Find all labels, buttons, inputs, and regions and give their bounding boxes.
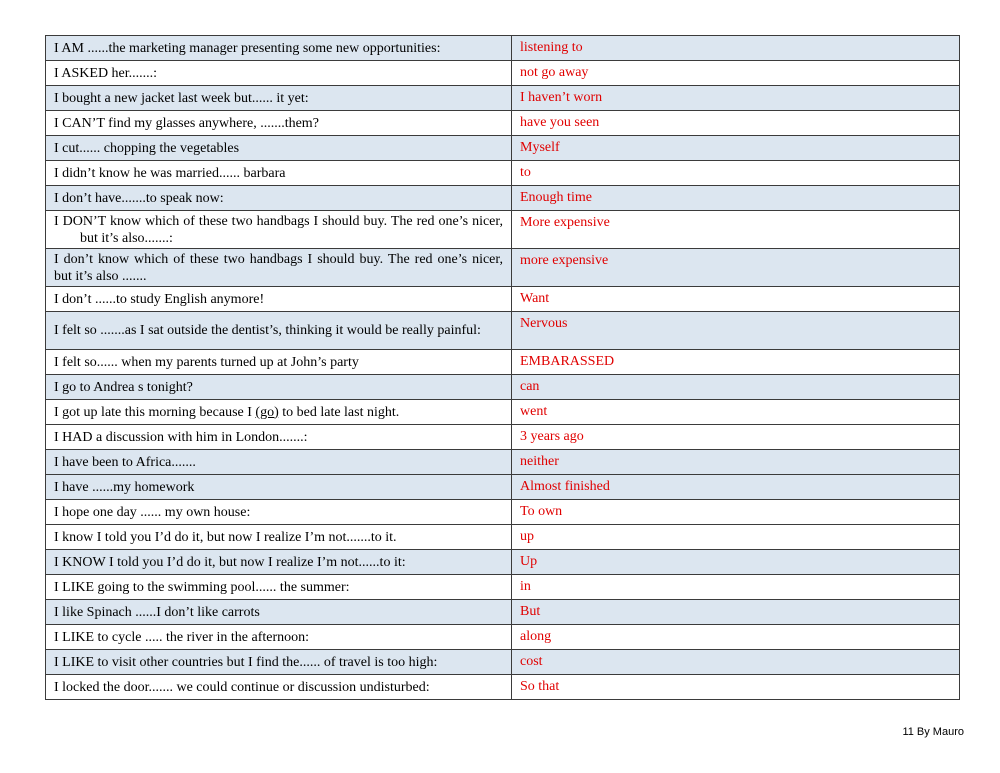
question-cell: I felt so...... when my parents turned up at John’s party — [46, 350, 512, 375]
table-row — [46, 375, 960, 400]
table-row — [46, 650, 960, 675]
table-row — [46, 161, 960, 186]
question-cell: I go to Andrea s tonight? — [46, 375, 512, 400]
answer-cell: Nervous — [512, 312, 960, 350]
table-row — [46, 400, 960, 425]
question-cell — [46, 400, 512, 425]
table-row — [46, 249, 960, 287]
table-row — [46, 500, 960, 525]
question-cell: I hope one day ...... my own house: — [46, 500, 512, 525]
question-cell: I have ......my homework — [46, 475, 512, 500]
answer-cell: I haven’t worn — [512, 86, 960, 111]
table-row — [46, 550, 960, 575]
question-cell: I have been to Africa....... — [46, 450, 512, 475]
table-row — [46, 287, 960, 312]
question-cell: I don’t have.......to speak now: — [46, 186, 512, 211]
answer-cell: along — [512, 625, 960, 650]
question-cell: I bought a new jacket last week but...... it yet: — [46, 86, 512, 111]
answer-cell: Want — [512, 287, 960, 312]
table-row — [46, 475, 960, 500]
question-cell: I LIKE going to the swimming pool...... the summer: — [46, 575, 512, 600]
table-row — [46, 675, 960, 700]
table-row — [46, 211, 960, 249]
question-cell: I didn’t know he was married...... barbara — [46, 161, 512, 186]
answer-cell: Almost finished — [512, 475, 960, 500]
answer-cell: So that — [512, 675, 960, 700]
table-row — [46, 111, 960, 136]
answer-cell: have you seen — [512, 111, 960, 136]
answer-cell: To own — [512, 500, 960, 525]
page-footer: 11 By Mauro — [902, 726, 964, 738]
question-cell: I like Spinach ......I don’t like carrots — [46, 600, 512, 625]
answer-cell: to — [512, 161, 960, 186]
answer-cell: more expensive — [512, 249, 960, 287]
answer-cell: in — [512, 575, 960, 600]
question-cell: I AM ......the marketing manager presenting some new opportunities: — [46, 36, 512, 61]
question-text: to bed late last night. — [278, 404, 400, 420]
table-row — [46, 350, 960, 375]
table-row — [46, 312, 960, 350]
question-cell: I DON’T know which of these two handbags I should buy. The red one’s nicer, but it’s also.......: — [46, 211, 512, 249]
question-cell: I ASKED her.......: — [46, 61, 512, 86]
answer-cell: went — [512, 400, 960, 425]
table-row — [46, 36, 960, 61]
question-cell: I locked the door....... we could continue or discussion undisturbed: — [46, 675, 512, 700]
answer-cell: But — [512, 600, 960, 625]
table-row — [46, 450, 960, 475]
answer-cell: neither — [512, 450, 960, 475]
table-row — [46, 136, 960, 161]
table-row — [46, 61, 960, 86]
answer-cell: 3 years ago — [512, 425, 960, 450]
question-cell: I HAD a discussion with him in London.......: — [46, 425, 512, 450]
question-text: I got up late this morning because I — [54, 404, 256, 420]
answer-cell: Myself — [512, 136, 960, 161]
table-row — [46, 186, 960, 211]
question-cell: I felt so .......as I sat outside the dentist’s, thinking it would be really painful: — [46, 312, 512, 350]
answer-cell: not go away — [512, 61, 960, 86]
question-cell: I cut...... chopping the vegetables — [46, 136, 512, 161]
table-row — [46, 425, 960, 450]
table-row — [46, 625, 960, 650]
table-row — [46, 600, 960, 625]
question-cell: I don’t ......to study English anymore! — [46, 287, 512, 312]
answer-cell: Up — [512, 550, 960, 575]
answer-cell: cost — [512, 650, 960, 675]
question-answer-table — [45, 35, 960, 700]
table-row — [46, 86, 960, 111]
answer-cell: Enough time — [512, 186, 960, 211]
answer-cell: listening to — [512, 36, 960, 61]
underlined-verb: (go) — [255, 404, 279, 420]
question-cell: I don’t know which of these two handbags I should buy. The red one’s nicer, but it’s also ....... — [46, 249, 512, 287]
question-cell: I know I told you I’d do it, but now I realize I’m not.......to it. — [46, 525, 512, 550]
answer-cell: up — [512, 525, 960, 550]
table-row — [46, 575, 960, 600]
question-cell: I LIKE to visit other countries but I find the...... of travel is too high: — [46, 650, 512, 675]
question-cell: I CAN’T find my glasses anywhere, .......them? — [46, 111, 512, 136]
answer-cell: More expensive — [512, 211, 960, 249]
answer-cell: can — [512, 375, 960, 400]
question-cell: I LIKE to cycle ..... the river in the afternoon: — [46, 625, 512, 650]
answer-cell: EMBARASSED — [512, 350, 960, 375]
question-cell: I KNOW I told you I’d do it, but now I realize I’m not......to it: — [46, 550, 512, 575]
table-row — [46, 525, 960, 550]
